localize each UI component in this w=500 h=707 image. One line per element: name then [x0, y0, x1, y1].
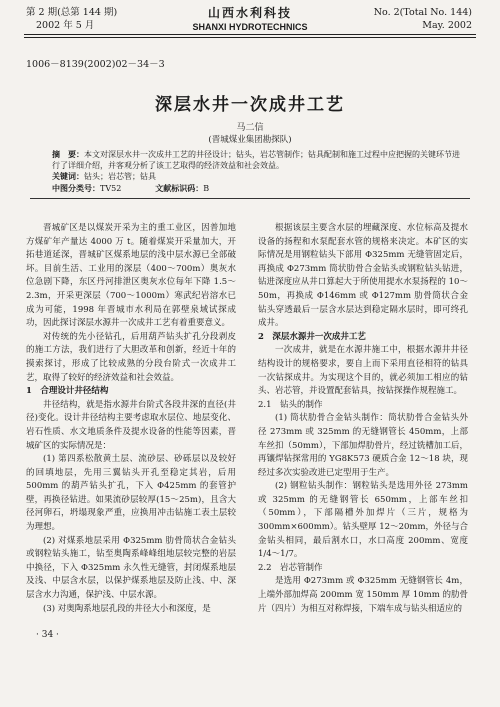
date-en: May. 2002	[422, 20, 472, 31]
abstract-text: 本文对深层水井一次成井工艺的井径设计；钻头，岩芯管制作；钻具配制和施工过程中应把握的关键环节进行了详细介绍，并客观分析了该工艺取得的经济效益和社会效益。	[52, 150, 460, 171]
document-code	[155, 183, 209, 194]
doccode-label: 文献标识码：	[155, 182, 204, 193]
journal-name-cn: 山西水利科技	[207, 6, 292, 20]
subsection-heading: 2.1 钻头的制作	[258, 399, 323, 410]
issue-cn: 第 2 期(总第 144 期)	[26, 7, 118, 18]
issue-en: No. 2(Total No. 144)	[373, 7, 472, 18]
paragraph: 是选用 Φ273mm 或 Φ325mm 无缝钢管长 4m，上端外部加焊高 200mm 宽 150mm 厚 10mm 的肋骨片（四片）为相互对称焊接，下端车成与钻头相适应的	[258, 576, 468, 614]
keywords-text: 钻头；岩芯管；钻具	[84, 172, 156, 182]
paragraph: 井径结构，就是指水源井台阶式各段井深的直径(井径)变化。设计井径结构主要考虑取水层位、地层变化、岩石性质、水文地质条件及提水设备的性能等因素，晋城矿区的实际情况是：	[26, 399, 236, 451]
doccode-value: B	[203, 183, 210, 193]
abstract-rule	[30, 198, 470, 199]
paragraph: (3) 对奥陶系地层孔段的井径大小和深度，是	[43, 603, 211, 614]
journal-issue-right	[374, 6, 472, 32]
paragraph: 晋城矿区是以煤炭开采为主的重工业区，因普加地方煤矿年产量达 4000 万 t。随着煤炭开采量加大，开拓巷道延深，晋城矿区煤系地层的浅中层水源已全部破坏。目前生活、工业用的深层（400～700m）奥灰水位急剧下降，东区丹河排泄区奥灰水位每年下降 1.5～2.3m，开采更深层（700～1000m）寒武纪岩溶水已成为可能，1998 年晋城市水利局在郭壁泉域试探成功，因此探讨深层水源井一次成井工艺有着重要意义。	[26, 223, 236, 329]
abstract	[52, 149, 460, 171]
paragraph: (1) 第四系松散黄土层、流砂层、砂砾层以及较好的回填地层，先用三翼钻头开孔至稳定其岩，后用 500mm 的葫芦钻头扩孔，下入 Φ425mm 的套管护壁，再换径钻进。如果流砂层较厚(15～25m)，且含大径河卵石，坍塌现象严重，应换用冲击钻施工表土层较为理想。	[26, 454, 236, 533]
header-rule	[24, 34, 476, 38]
keywords-label: 关键词：	[52, 171, 84, 182]
keywords	[52, 171, 460, 182]
section-heading: 2 深层水源井一次成井工艺	[258, 331, 366, 342]
date-cn: 2002 年 5 月	[36, 20, 95, 31]
clc-value: TV52	[100, 183, 122, 193]
classification-row	[52, 183, 460, 194]
page-number: · 34 ·	[36, 630, 59, 640]
journal-name-en: SHANXI HYDROTECHNICS	[192, 22, 308, 32]
abstract-block	[52, 149, 460, 194]
paragraph: 对传统的先小径钻孔，后用葫芦钻头扩孔分段剥皮的施工方法，我们进行了大胆改革和创新，经近十年的摸索探讨，形成了比较成熟的分段台阶式一次成井工艺，取得了较好的经济效益和社会效益。	[26, 331, 236, 383]
body-column-right	[258, 222, 468, 616]
paragraph: 一次成井，就是在水源井施工中，根据水源井井径结构设计的规格要求，要自上而下采用直径相符的钻具一次钻探成井。为实现这个目的，就必须加工相应的钻头、岩芯管，并设置配套钻具，按钻探操作规程施工。	[258, 345, 468, 397]
subsection-heading: 2.2 岩芯管制作	[258, 562, 323, 573]
paragraph: (2) 对煤系地层采用 Φ325mm 肋骨筒状合金钻头或钢粒钻头施工，钻至奥陶系峰峰组地层较完整的岩层中换径，下入 Φ325mm 永久性无缝管，封闭煤系地层及浅、中层含水层，以保护煤系地层及防止浅、中、深层含水力沟通，保护浅、中层水源。	[26, 535, 236, 601]
clc-code	[52, 183, 121, 194]
author-affiliation: (晋城煤业集团勘探队)	[208, 135, 292, 145]
paragraph: (2) 钢粒钻头制作：钢粒钻头是选用外径 273mm 或 325mm 的无缝钢管长 650mm，上部车丝扣（50mm），下部隔槽外加焊片（三片，规格为 300mm×600mm）。钻头壁厚 12～20mm，外径与合金钻头相同，最后割水口，水口高度 200mm、宽度 1/4～1/7。	[258, 481, 469, 560]
article-author: 马二信	[236, 123, 264, 133]
article-id: 1006－8139(2002)02－34－3	[26, 59, 165, 70]
article-title: 深层水井一次成井工艺	[155, 95, 345, 115]
section-heading: 1 合理设计井径结构	[26, 386, 109, 397]
body-column-left	[26, 222, 236, 616]
clc-label: 中图分类号：	[52, 182, 100, 193]
paragraph: 根据该层主要含水层的埋藏深度、水位标高及提水设备的扬程和水泵配套水管的规格来决定。本矿区的实际情况是用钢粒钻头下部用 Φ325mm 无缝管固定后，再换成 Φ273mm 筒状肋骨合金钻头或钢粒钻头钻进，钻进深度应从井口算起大于所使用提水水泵扬程的 10～50m，再换成 Φ146mm 或 Φ127mm 肋骨筒状合金钻头穿透最后一层含水层达到稳定隔水层时，即可终孔成井。	[258, 223, 468, 329]
abstract-label: 摘 要：	[52, 149, 84, 159]
paragraph: (1) 筒状肋骨合金钻头制作：筒状肋骨合金钻头外径 273mm 或 325mm 的无缝钢管长 450mm，上部车丝扣（50mm），下部加焊肋骨片，经过铣槽加工后，再镶焊钻探常用的 YG8K573 硬质合金 12～18 块，现经过多次实验改进已定型用于生产。	[258, 413, 468, 478]
